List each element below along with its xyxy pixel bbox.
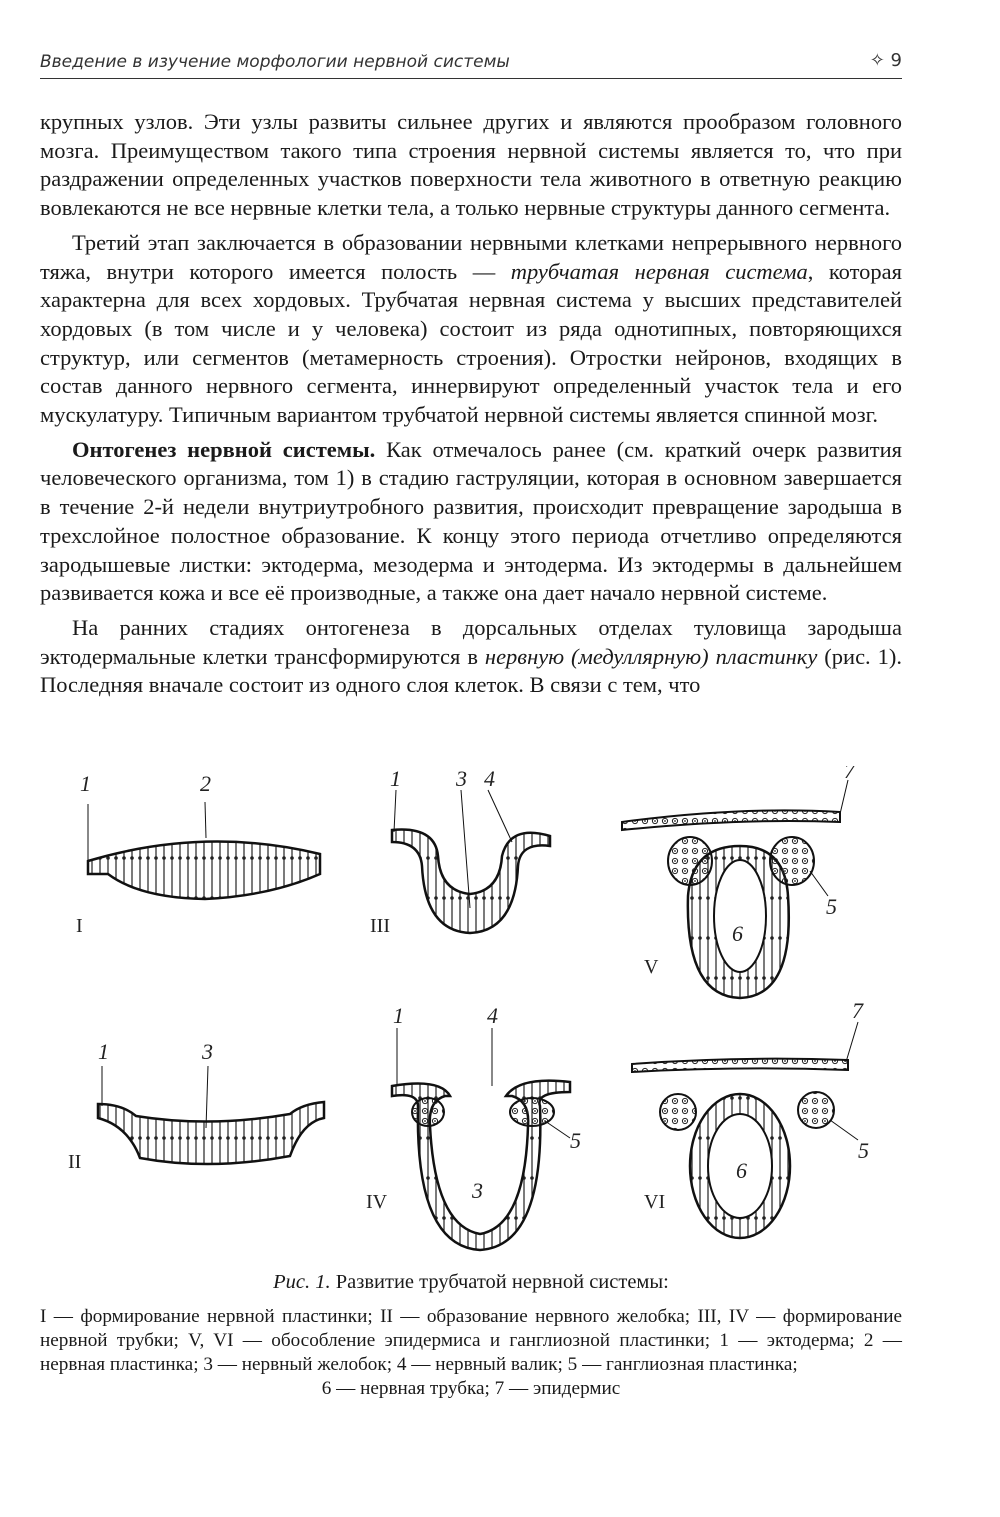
stage-VI-label-7: 7 [852, 998, 863, 1023]
p3-text: Как отмечалось ранее (см. краткий очерк развития человеческого организма, том 1) в стадию гаструляции, которая в основном завершается в течение 2-й недели внутриутробного развития, происходит превращение зародыша в трехслойное полостное образование. К концу этого периода отчетливо определяются зародышевые листки: эктодерма, мезодерма и энтодерма. Из эктодермы в дальнейшем развивается кожа и все её производные, а также она дает начало нервной системе. [40, 436, 902, 606]
page-number: ✧ 9 [869, 50, 902, 71]
stage-IV-label-1: 1 [393, 1003, 404, 1028]
p4-text-b: (рис. 1). Последняя вначале состоит из одного слоя клеток. В связи с тем, что [40, 643, 903, 698]
stage-III-label-4: 4 [484, 766, 495, 791]
p4-text-a: На ранних стадиях онтогенеза в дорсальных отделах туловища зародыша эктодермальные клетки трансформируются в [40, 614, 902, 669]
stage-III-drawing [392, 790, 550, 933]
p2-term: трубчатая нервная система [510, 258, 808, 284]
figure-number: Рис. 1. [273, 1271, 331, 1293]
body-text [40, 108, 902, 706]
figure-caption-body [40, 1305, 902, 1401]
caption-legend-last: 6 — нервная трубка; 7 — эпидермис [321, 1378, 621, 1399]
paragraph-1: крупных узлов. Эти узлы развиты сильнее других и являются прообразом головного мозга. Преимуществом такого типа строения нервной системы является то, что при раздражении определенных участков поверхности тела животного в ответную реакцию вовлекаются не все нервные клетки тела, а только нервные структуры данного сегмента. [40, 109, 902, 221]
section-heading: Онтогенез нервной системы. [72, 436, 376, 462]
p2-text-a: Третий этап заключается в образовании нервными клетками непрерывного нервного тяжа, внутри которого имеется полость — [40, 229, 902, 284]
stage-V-label-7: 7 [844, 766, 855, 783]
figure-drawing [40, 766, 902, 1266]
stage-II-label-3: 3 [202, 1039, 213, 1064]
stage-I-label-2: 2 [200, 771, 211, 796]
stage-II-label-1: 1 [98, 1039, 109, 1064]
p2-text-b: , которая характерна для всех хордовых. Трубчатая нервная система у высших представителей хордовых (в том числе и у человека) состоит из ряда однотипных, повторяющихся структур, или сегментов (метамерность строения). Отростки нейронов, входящих в состав данного нервного сегмента, иннервируют определенный участок тела и его мускулатуру. Типичным вариантом трубчатой нервной системы является спинной мозг. [40, 258, 902, 428]
caption-legend: I — формирование нервной пластинки; II — образование нервного желобка; III, IV — формирование нервной трубки; V, VI — обособление эпидермиса и ганглиозной пластинки; 1 — эктодерма; 2 — нервная пластинка; 3 — нервный желобок; 4 — нервный валик; 5 — ганглиозная пластинка; [40, 1306, 902, 1375]
stage-I-label-1: 1 [80, 771, 91, 796]
figure-title: Развитие трубчатой нервной системы: [330, 1271, 669, 1293]
paragraph-3 [40, 436, 902, 608]
stage-I-roman: I [76, 915, 83, 937]
stage-IV-label-3: 3 [472, 1178, 483, 1203]
stage-IV-label-5: 5 [570, 1128, 581, 1153]
stage-VI-drawing [632, 1022, 858, 1238]
stage-V-label-5: 5 [826, 894, 837, 919]
paragraph-2 [40, 229, 902, 430]
paragraph-4 [40, 614, 902, 700]
stage-V-roman: V [644, 956, 659, 978]
stage-IV-roman: IV [366, 1191, 388, 1213]
header-title: Введение в изучение морфологии нервной системы [40, 52, 510, 72]
stage-II-roman: II [68, 1151, 82, 1173]
figure-caption-title [40, 1271, 902, 1294]
stage-VI-label-6: 6 [736, 1158, 747, 1183]
p4-term: нервную (медуллярную) пластинку [484, 643, 818, 669]
stage-III-roman: III [370, 915, 390, 937]
stage-V-label-6: 6 [732, 921, 743, 946]
stage-II-drawing [98, 1066, 324, 1164]
stage-VI-roman: VI [644, 1191, 666, 1213]
stage-III-label-3: 3 [456, 766, 467, 791]
figure-neural-tube [40, 766, 902, 1266]
stage-IV-label-4: 4 [487, 1003, 498, 1028]
stage-VI-label-5: 5 [858, 1138, 869, 1163]
stage-I-drawing [88, 802, 320, 899]
stage-IV-drawing [392, 1028, 570, 1250]
running-header [40, 50, 902, 79]
stage-III-label-1: 1 [390, 766, 401, 791]
